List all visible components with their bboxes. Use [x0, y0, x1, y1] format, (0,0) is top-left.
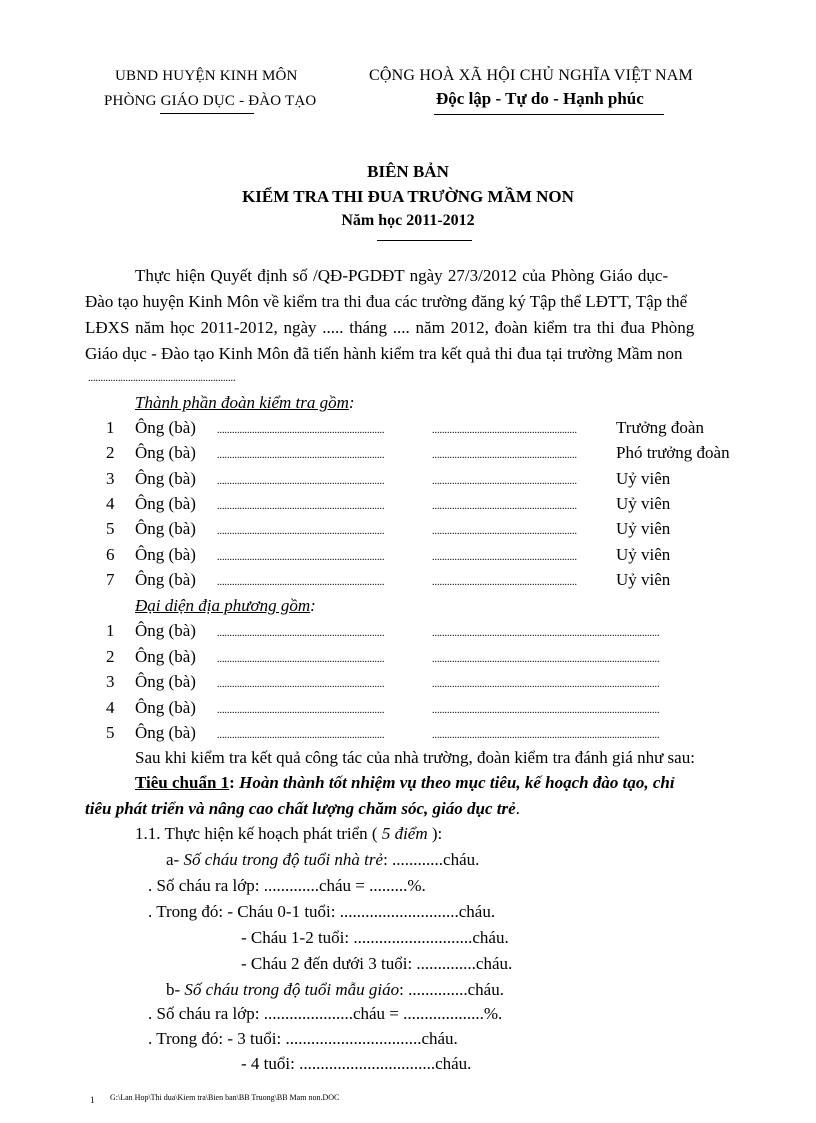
team-member-no: 3 [106, 469, 115, 488]
criterion-1-text-2: tiêu phát triển và nâng cao chất lượng chăm sóc, giáo dục trẻ [85, 799, 516, 818]
intro-line-3: LĐXS năm học 2011-2012, ngày ..... tháng .... năm 2012, đoàn kiểm tra thi đua Phòng [85, 318, 695, 337]
criterion-1-label: Tiêu chuẩn 1 [135, 773, 230, 792]
national-motto: Độc lập - Tự do - Hạnh phúc [436, 89, 644, 108]
item-b-attending: . Số cháu ra lớp: .....................cháu = ...................%. [148, 1004, 503, 1023]
nation-name: CỘNG HOÀ XÃ HỘI CHỦ NGHĨA VIỆT NAM [369, 67, 693, 84]
item-a-label: Số cháu trong độ tuổi nhà trẻ [183, 850, 384, 869]
local-rep-name-blank: ................................................................... [217, 628, 385, 639]
section-1-1-points: 5 điểm [381, 824, 428, 843]
local-rep-no: 2 [106, 647, 115, 666]
team-member-name-blank: ................................................................... [217, 425, 385, 436]
team-member-name-blank: ................................................................... [217, 450, 385, 461]
local-rep-name-blank: ................................................................... [217, 654, 385, 665]
item-b-prefix: b- [166, 980, 185, 999]
local-rep-position-blank: ........................................................................................... [432, 705, 660, 716]
team-member-no: 5 [106, 519, 115, 538]
local-rep-position-blank: ........................................................................................... [432, 628, 660, 639]
team-member-position-blank: .......................................................... [432, 425, 577, 436]
team-member-name-blank: ................................................................... [217, 577, 385, 588]
file-path: G:\Lan Hop\Thi dua\Kiem tra\Bien ban\BB Truong\BB Mam non.DOC [110, 1093, 340, 1102]
team-member-role: Uỷ viên [616, 570, 671, 589]
inspection-team-heading: Thành phần đoàn kiểm tra gồm [135, 393, 349, 412]
local-rep-label: Ông (bà) [135, 723, 196, 742]
team-member-role: Uỷ viên [616, 545, 671, 564]
intro-line-2: Đào tạo huyện Kinh Môn về kiểm tra thi đua các trường đăng ký Tập thể LĐTT, Tập thể [85, 292, 688, 311]
local-rep-no: 3 [106, 672, 115, 691]
criterion-1-line-1 [135, 773, 675, 793]
assessment-intro: Sau khi kiểm tra kết quả công tác của nhà trường, đoàn kiểm tra đánh giá như sau: [135, 748, 695, 767]
team-member-no: 1 [106, 418, 115, 437]
title-underline [377, 240, 472, 241]
team-member-role: Trưởng đoàn [616, 418, 704, 437]
item-b-rest: : ..............cháu. [399, 980, 504, 999]
team-member-no: 2 [106, 443, 115, 462]
doc-title: BIÊN BẢN [367, 162, 449, 181]
item-a-rest: : ............cháu. [383, 850, 480, 869]
local-rep-no: 1 [106, 621, 115, 640]
team-member-name-blank: ................................................................... [217, 476, 385, 487]
team-member-no: 6 [106, 545, 115, 564]
page-number: 1 [90, 1095, 95, 1105]
section-1-1-suffix: ): [427, 824, 443, 843]
team-member-label: Ông (bà) [135, 443, 196, 462]
team-member-name-blank: ................................................................... [217, 526, 385, 537]
local-rep-name-blank: ................................................................... [217, 679, 385, 690]
criterion-1-line-2 [85, 799, 520, 819]
item-a-2-3: - Cháu 2 đến dưới 3 tuổi: ..............cháu. [241, 954, 513, 973]
team-member-position-blank: .......................................................... [432, 552, 577, 563]
team-member-role: Uỷ viên [616, 494, 671, 513]
intro-line-4: Giáo dục - Đào tạo Kinh Môn đã tiến hành kiểm tra kết quả thi đua tại trường Mầm non [85, 344, 683, 363]
team-member-label: Ông (bà) [135, 545, 196, 564]
team-member-label: Ông (bà) [135, 519, 196, 538]
local-rep-name-blank: ................................................................... [217, 705, 385, 716]
criterion-1-text-1: Hoàn thành tốt nhiệm vụ theo mục tiêu, kế hoạch đào tạo, chỉ [239, 773, 675, 792]
team-member-role: Phó trưởng đoàn [616, 443, 730, 462]
local-rep-position-blank: ........................................................................................... [432, 730, 660, 741]
local-reps-heading: Đại diện địa phương gồm [135, 596, 311, 615]
item-b-among-3: . Trong đó: - 3 tuổi: ................................cháu. [148, 1029, 458, 1048]
item-a-attending: . Số cháu ra lớp: .............cháu = .........%. [148, 876, 426, 895]
team-member-position-blank: .......................................................... [432, 450, 577, 461]
item-b-4: - 4 tuổi: ................................cháu. [241, 1054, 472, 1073]
school-year: Năm học 2011-2012 [341, 212, 475, 229]
agency-name: UBND HUYỆN KINH MÔN [115, 68, 298, 84]
team-member-role: Uỷ viên [616, 469, 671, 488]
item-a-among-0-1: . Trong đó: - Cháu 0-1 tuổi: ............................cháu. [148, 902, 496, 921]
item-b-label: Số cháu trong độ tuổi mẫu giáo [184, 980, 400, 999]
inspection-team-heading-wrap [135, 393, 355, 413]
item-a-nursery-count [166, 850, 479, 870]
section-1-1-prefix: 1.1. Thực hiện kế hoạch phát triển ( [135, 824, 382, 843]
team-member-role: Uỷ viên [616, 519, 671, 538]
team-member-no: 7 [106, 570, 115, 589]
item-b-kindergarten-count [166, 980, 504, 1000]
team-member-position-blank: .......................................................... [432, 577, 577, 588]
local-reps-heading-wrap [135, 596, 316, 616]
local-rep-position-blank: ........................................................................................... [432, 679, 660, 690]
team-member-position-blank: .......................................................... [432, 476, 577, 487]
team-member-label: Ông (bà) [135, 469, 196, 488]
item-a-1-2: - Cháu 1-2 tuổi: ............................cháu. [241, 928, 509, 947]
team-member-name-blank: ................................................................... [217, 501, 385, 512]
local-rep-label: Ông (bà) [135, 621, 196, 640]
criterion-1-colon: : [229, 773, 240, 792]
local-reps-colon: : [310, 596, 316, 615]
local-rep-name-blank: ................................................................... [217, 730, 385, 741]
local-rep-no: 4 [106, 698, 115, 717]
team-member-position-blank: .......................................................... [432, 501, 577, 512]
local-rep-label: Ông (bà) [135, 698, 196, 717]
team-member-label: Ông (bà) [135, 570, 196, 589]
team-member-name-blank: ................................................................... [217, 552, 385, 563]
local-rep-label: Ông (bà) [135, 672, 196, 691]
department-underline [160, 113, 254, 114]
criterion-1-period: . [515, 799, 520, 818]
department-name: PHÒNG GIÁO DỤC - ĐÀO TẠO [104, 93, 317, 109]
team-member-label: Ông (bà) [135, 418, 196, 437]
item-a-prefix: a- [166, 850, 184, 869]
intro-line-1: Thực hiện Quyết định số /QĐ-PGDĐT ngày 27/3/2012 của Phòng Giáo dục- [135, 266, 669, 285]
motto-underline [434, 114, 664, 115]
team-member-no: 4 [106, 494, 115, 513]
team-member-label: Ông (bà) [135, 494, 196, 513]
local-rep-position-blank: ........................................................................................... [432, 654, 660, 665]
team-member-position-blank: .......................................................... [432, 526, 577, 537]
local-rep-label: Ông (bà) [135, 647, 196, 666]
school-name-blank: ........................................................... [88, 373, 236, 384]
local-rep-no: 5 [106, 723, 115, 742]
inspection-team-colon: : [348, 393, 355, 412]
section-1-1 [135, 824, 442, 844]
doc-subtitle: KIỂM TRA THI ĐUA TRƯỜNG MẦM NON [242, 187, 574, 206]
